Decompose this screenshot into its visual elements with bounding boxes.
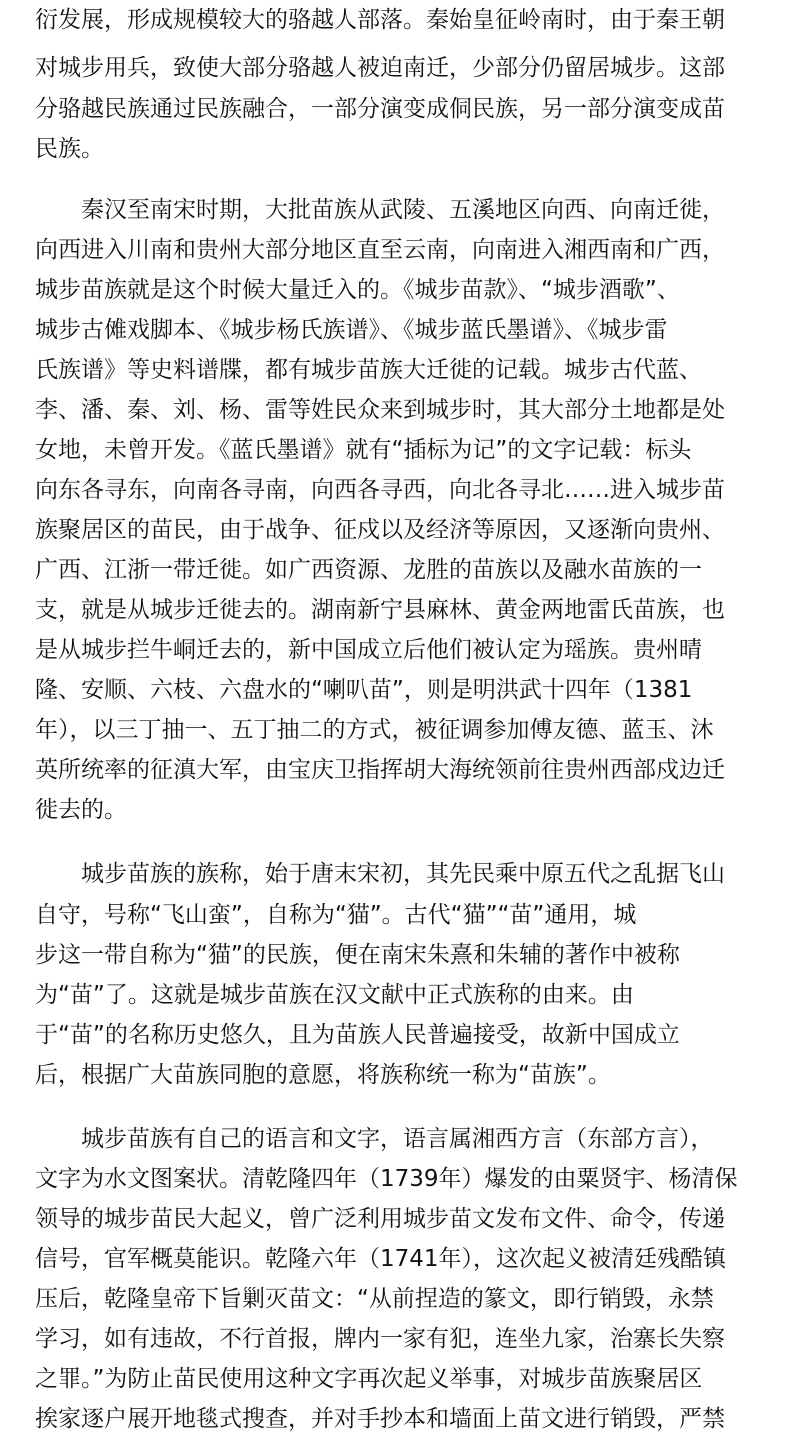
paragraph-first-line: 城步苗族的族称，始于唐末宋初，其先民乘中原五代之乱据飞山 (81, 861, 725, 887)
text-line: 徙去的。 (35, 797, 127, 823)
text-line: 隆、安顺、六枝、六盘水的“喇叭苗”，则是明洪武十四年（1381 (35, 677, 693, 703)
text-line: 年），以三丁抽一、五丁抽二的方式，被征调参加傅友德、蓝玉、沐 (35, 717, 714, 743)
text-line: 领导的城步苗民大起义，曾广泛利用城步苗文发布文件、命令，传递 (35, 1206, 725, 1232)
text-line: 为“苗”了。这就是城步苗族在汉文献中正式族称的由来。由 (35, 982, 634, 1008)
paragraph-first-line: 秦汉至南宋时期，大批苗族从武陵、五溪地区向西、向南迁徙， (81, 197, 725, 223)
text-line: 女地，未曾开发。《蓝氏墨谱》就有“插标为记”的文字记载：标头 (35, 437, 692, 463)
text-line: 民族。 (35, 136, 104, 162)
text-line: 向西进入川南和贵州大部分地区直至云南，向南进入湘西南和广西， (35, 237, 725, 263)
text-line: 城步苗族就是这个时候大量迁入的。《城步苗款》、“城步酒歌”、 (35, 277, 680, 303)
text-line: 族聚居区的苗民，由于战争、征戍以及经济等原因，又逐渐向贵州、 (35, 517, 725, 543)
text-line: 信号，官军概莫能识。乾隆六年（1741年），这次起义被清廷残酷镇 (35, 1246, 727, 1272)
text-line: 向东各寻东，向南各寻南，向西各寻西，向北各寻北……进入城步苗 (35, 477, 725, 503)
text-line: 之罪。”为防止苗民使用这种文字再次起义举事，对城步苗族聚居区 (35, 1366, 703, 1392)
text-line: 学习，如有违故，不行首报，牌内一家有犯，连坐九家，治寨长失察 (35, 1326, 725, 1352)
text-line: 于“苗”的名称历史悠久，且为苗族人民普遍接受，故新中国成立 (35, 1022, 680, 1048)
text-line: 广西、江浙一带迁徙。如广西资源、龙胜的苗族以及融水苗族的一 (35, 557, 702, 583)
text-line: 分骆越民族通过民族融合，一部分演变成侗民族，另一部分演变成苗 (35, 96, 725, 122)
text-line: 后，根据广大苗族同胞的意愿，将族称统一称为“苗族”。 (35, 1062, 611, 1088)
text-line: 英所统率的征滇大军，由宝庆卫指挥胡大海统领前往贵州西部戍边迁 (35, 757, 725, 783)
text-line: 挨家逐户展开地毯式搜查，并对手抄本和墙面上苗文进行销毁，严禁 (35, 1406, 725, 1432)
text-line: 支，就是从城步迁徙去的。湖南新宁县麻林、黄金两地雷氏苗族，也 (35, 597, 725, 623)
text-line: 城步古傩戏脚本、《城步杨氏族谱》、《城步蓝氏墨谱》、《城步雷 (35, 317, 668, 343)
text-line: 氏族谱》等史料谱牒，都有城步苗族大迁徙的记载。城步古代蓝、 (35, 357, 702, 383)
text-line: 李、潘、秦、刘、杨、雷等姓民众来到城步时，其大部分土地都是处 (35, 397, 725, 423)
text-line: 压后，乾隆皇帝下旨剿灭苗文：“从前捏造的篆文，即行销毁，永禁 (35, 1286, 714, 1312)
text-line: 步这一带自称为“猫”的民族，便在南宋朱熹和朱辅的著作中被称 (35, 942, 680, 968)
text-line: 文字为水文图案状。清乾隆四年（1739年）爆发的由粟贤宇、杨清保 (35, 1166, 738, 1192)
text-line: 自守，号称“飞山蛮”，自称为“猫”。古代“猫”“苗”通用，城 (35, 902, 637, 928)
text-line: 对城步用兵，致使大部分骆越人被迫南迁，少部分仍留居城步。这部 (35, 55, 725, 81)
text-line: 衍发展，形成规模较大的骆越人部落。秦始皇征岭南时，由于秦王朝 (35, 7, 725, 33)
paragraph-first-line: 城步苗族有自己的语言和文字，语言属湘西方言（东部方言）， (81, 1126, 714, 1152)
text-line: 是从城步拦牛峒迁去的，新中国成立后他们被认定为瑶族。贵州晴 (35, 637, 702, 663)
